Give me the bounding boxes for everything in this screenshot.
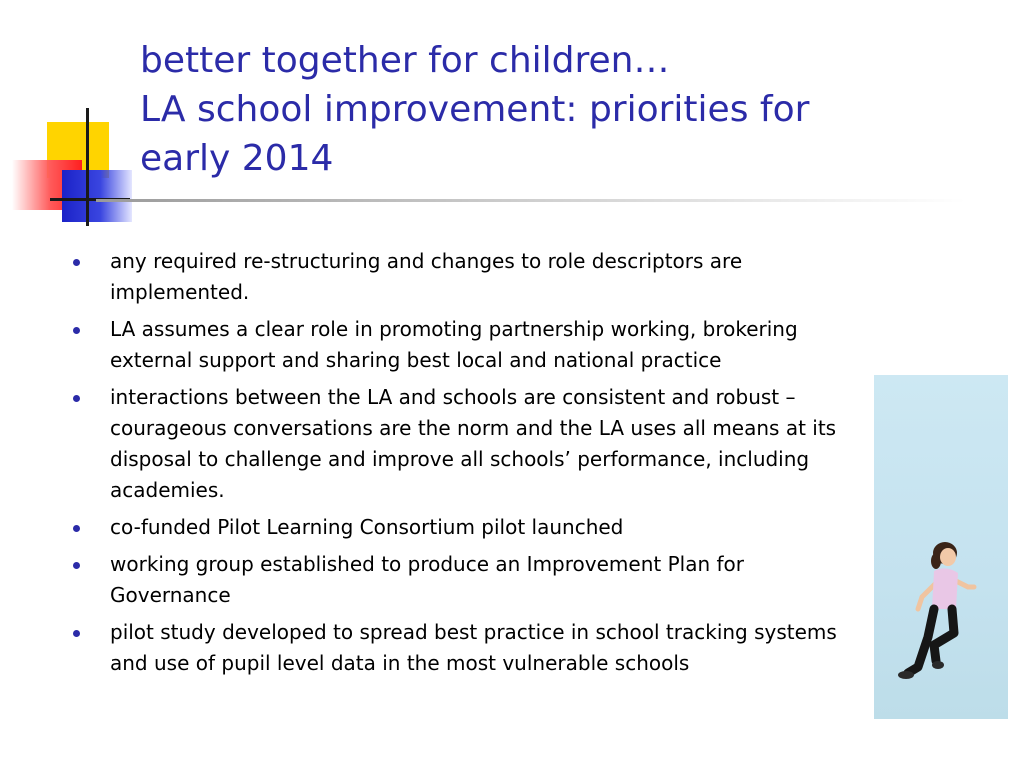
bullet-icon	[73, 259, 80, 266]
vertical-line	[86, 108, 89, 226]
bullet-text: interactions between the LA and schools are consistent and robust – courageous conversations are the norm and the LA uses all means at its disposal to challenge and improve all schools’ performance, including academies.	[110, 385, 837, 502]
title-line-1: better together for children…	[140, 40, 670, 81]
running-child-photo	[874, 375, 1008, 719]
title-line-3: early 2014	[140, 138, 334, 179]
bullet-item	[70, 314, 870, 376]
bullet-text: any required re-structuring and changes to role descriptors are implemented.	[110, 249, 743, 304]
bullet-item	[70, 549, 870, 611]
title-divider	[96, 199, 966, 202]
slide-title	[140, 36, 940, 183]
bullet-item	[70, 382, 910, 506]
bullet-text: co-funded Pilot Learning Consortium pilot launched	[110, 515, 624, 539]
bullet-list	[70, 246, 870, 685]
bullet-item	[70, 246, 870, 308]
bullet-icon	[73, 395, 80, 402]
blue-square	[62, 170, 132, 222]
bullet-icon	[73, 562, 80, 569]
bullet-text: LA assumes a clear role in promoting partnership working, brokering external support and sharing best local and national practice	[110, 317, 798, 372]
bullet-icon	[73, 525, 80, 532]
bullet-item	[70, 512, 870, 543]
bullet-text: pilot study developed to spread best practice in school tracking systems and use of pupil level data in the most vulnerable schools	[110, 620, 837, 675]
running-child-icon	[874, 375, 1008, 719]
bullet-text: working group established to produce an Improvement Plan for Governance	[110, 552, 744, 607]
bullet-icon	[73, 327, 80, 334]
title-line-2: LA school improvement: priorities for	[140, 89, 810, 130]
bullet-icon	[73, 630, 80, 637]
bullet-item	[70, 617, 870, 679]
